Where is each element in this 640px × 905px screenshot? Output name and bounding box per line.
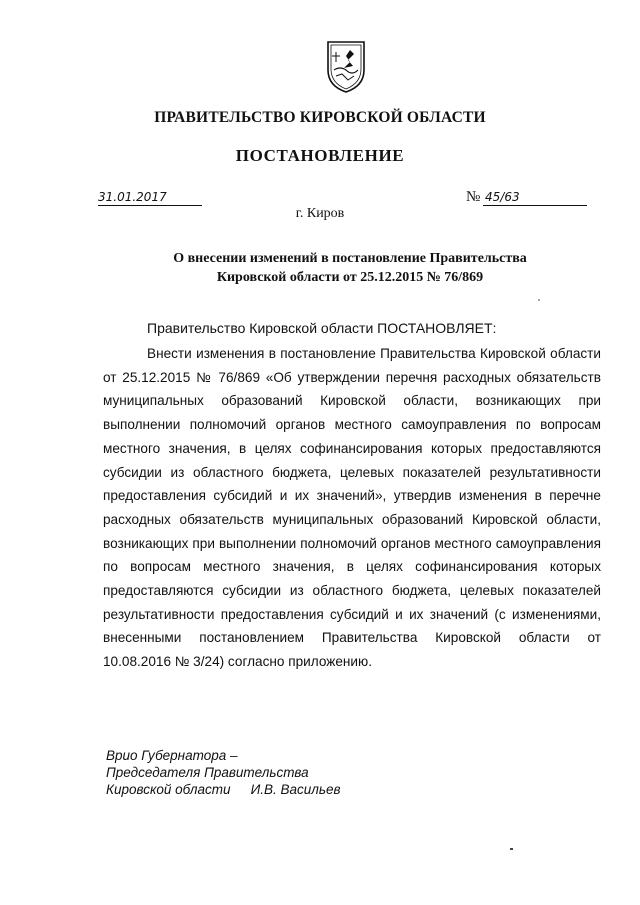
city-name: г. Киров (295, 206, 345, 221)
signature-line-1: Врио Губернатора – (106, 748, 238, 763)
document-date: 31.01.2017 (98, 190, 202, 206)
signatory-name: И.В. Васильев (250, 782, 341, 797)
signature-line-3 (106, 781, 341, 798)
signature-region: Кировской области (106, 782, 231, 797)
document-number: 45/63 (483, 190, 587, 206)
subject-line-1: О внесении изменений в постановление Правительства (173, 251, 527, 266)
scan-speck (538, 299, 540, 301)
organization-title: ПРАВИТЕЛЬСТВО КИРОВСКОЙ ОБЛАСТИ (154, 109, 486, 126)
number-sign: № (466, 189, 481, 205)
signature-block (106, 747, 341, 798)
signature-line-2: Председателя Правительства (106, 765, 309, 780)
subject-line-2: Кировской области от 25.12.2015 № 76/869 (216, 270, 484, 285)
document-subject (0, 249, 640, 287)
coat-of-arms-icon (326, 40, 366, 94)
document-type-title: ПОСТАНОВЛЕНИЕ (235, 146, 405, 165)
scan-speck (510, 848, 513, 850)
intro-text: Правительство Кировской области ПОСТАНОВЛЯЕТ: (147, 320, 497, 336)
body-paragraph: Внести изменения в постановление Правительства Кировской области от 25.12.2015 № 76/869 «Об утверждении перечня расходных обязательств муниципальных образований Кировской области, возникающих при выполнении полномочий органов местного самоуправления по вопросам местного значения, в целях софинансирования которых предоставляются субсидии из областного бюджета, целевых показателей результативности предоставления субсидий и их значений», утвердив изменения в перечне расходных обязательств муниципальных образований Кировской области, возникающих при выполнении полномочий органов местного самоуправления по вопросам местного значения, в целях софинансирования которых предоставляются субсидии из областного бюджета, целевых показателей результативности предоставления субсидий и их значений (с изменениями, внесенными постановлением Правительства Кировской области от 10.08.2016 № 3/24) согласно приложению. (103, 346, 601, 670)
